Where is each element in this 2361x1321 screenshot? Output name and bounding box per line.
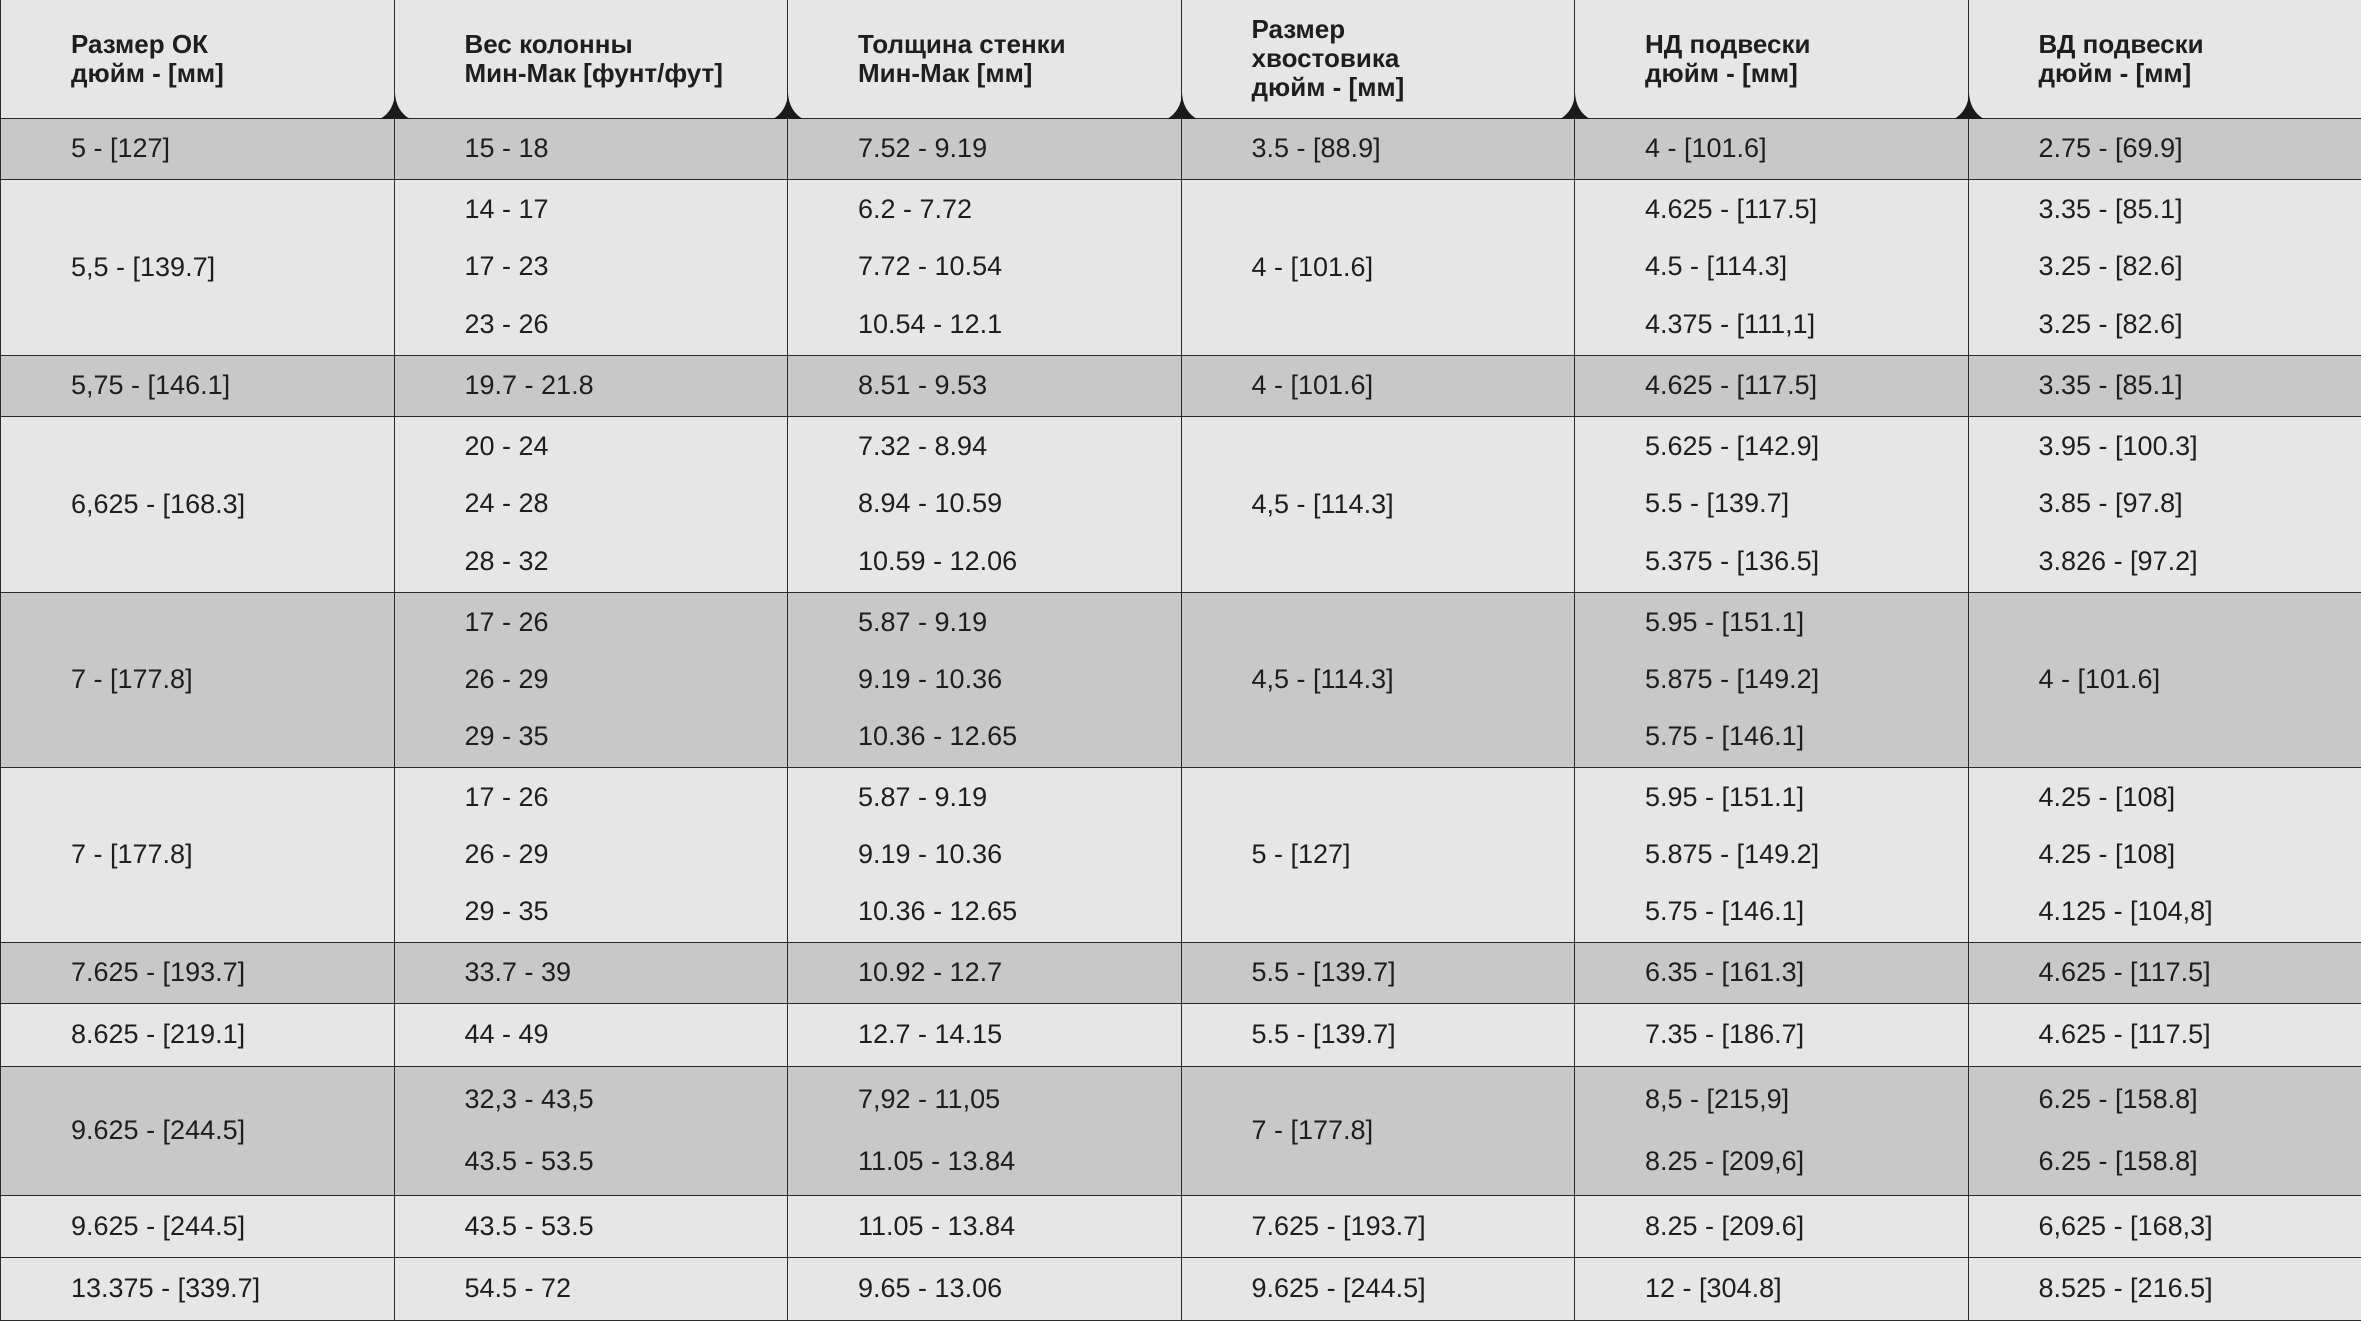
cell-column-weight (394, 416, 788, 592)
header-corner-notch-icon (773, 93, 803, 119)
cell-column-weight (394, 355, 788, 416)
table-row (1, 1257, 2361, 1320)
cell-hanger-od (1575, 1257, 1969, 1320)
table-row (1, 592, 2361, 767)
cell-value: 6,625 - [168,3] (2039, 1211, 2361, 1242)
cell-liner-size (1181, 1195, 1575, 1257)
table-row (1, 1066, 2361, 1195)
cell-column-weight (394, 767, 788, 942)
cell-value-line: 17 - 26 (465, 782, 788, 813)
cell-hanger-id (1968, 355, 2361, 416)
cell-value: 9.625 - [244.5] (71, 1115, 394, 1146)
cell-wall-thickness (788, 1066, 1182, 1195)
cell-wall-thickness (788, 767, 1182, 942)
cell-casing-size (1, 767, 395, 942)
header-corner-notch-icon (1560, 93, 1590, 119)
cell-value-line: 5.87 - 9.19 (858, 782, 1181, 813)
cell-liner-size (1181, 416, 1575, 592)
cell-wall-thickness (788, 416, 1182, 592)
table-row (1, 118, 2361, 179)
cell-value: 9.625 - [244.5] (71, 1211, 394, 1242)
table-body (1, 118, 2361, 1320)
cell-value-line: 5.87 - 9.19 (858, 607, 1181, 638)
cell-wall-thickness (788, 1195, 1182, 1257)
cell-hanger-id (1968, 179, 2361, 355)
cell-value-line: 4.25 - [108] (2039, 782, 2361, 813)
cell-wall-thickness (788, 942, 1182, 1003)
cell-value-line: 6.25 - [158.8] (2039, 1084, 2361, 1115)
header-label-line: Размер ОК (71, 30, 394, 59)
cell-value: 7 - [177.8] (71, 839, 394, 870)
cell-value: 4.625 - [117.5] (1645, 370, 1968, 401)
cell-casing-size (1, 118, 395, 179)
cell-casing-size (1, 179, 395, 355)
cell-value-line: 5.875 - [149.2] (1645, 664, 1968, 695)
cell-wall-thickness (788, 179, 1182, 355)
cell-value-line: 23 - 26 (465, 309, 788, 340)
cell-hanger-od (1575, 179, 1969, 355)
cell-value-line: 3.85 - [97.8] (2039, 488, 2361, 519)
cell-hanger-od (1575, 592, 1969, 767)
cell-value: 43.5 - 53.5 (465, 1211, 788, 1242)
cell-value: 4 - [101.6] (1645, 133, 1968, 164)
cell-value-line: 11.05 - 13.84 (858, 1146, 1181, 1177)
cell-value-line: 5.75 - [146.1] (1645, 721, 1968, 752)
header-label-line: дюйм - [мм] (1645, 59, 1968, 88)
cell-hanger-id (1968, 1195, 2361, 1257)
cell-value: 6.35 - [161.3] (1645, 957, 1968, 988)
cell-column-weight (394, 179, 788, 355)
header-casing-size (1, 0, 395, 118)
cell-value-line: 4.625 - [117.5] (1645, 194, 1968, 225)
header-label-line: дюйм - [мм] (2039, 59, 2361, 88)
cell-liner-size (1181, 118, 1575, 179)
cell-value-line: 6.25 - [158.8] (2039, 1146, 2361, 1177)
cell-value: 5,75 - [146.1] (71, 370, 394, 401)
cell-liner-size (1181, 592, 1575, 767)
cell-casing-size (1, 1257, 395, 1320)
header-label-line: дюйм - [мм] (71, 59, 394, 88)
cell-value-line: 5.95 - [151.1] (1645, 607, 1968, 638)
cell-liner-size (1181, 942, 1575, 1003)
header-wall-thickness (788, 0, 1182, 118)
cell-value: 4.625 - [117.5] (2039, 957, 2361, 988)
cell-hanger-id (1968, 767, 2361, 942)
cell-value-line: 5.5 - [139.7] (1645, 488, 1968, 519)
cell-value-line: 24 - 28 (465, 488, 788, 519)
cell-value-line: 5.95 - [151.1] (1645, 782, 1968, 813)
cell-hanger-id (1968, 1066, 2361, 1195)
cell-value-line: 26 - 29 (465, 664, 788, 695)
cell-column-weight (394, 118, 788, 179)
cell-value: 3.5 - [88.9] (1252, 133, 1575, 164)
cell-column-weight (394, 1003, 788, 1066)
cell-value: 5 - [127] (1252, 839, 1575, 870)
cell-value: 54.5 - 72 (465, 1273, 788, 1304)
cell-value-line: 14 - 17 (465, 194, 788, 225)
cell-hanger-od (1575, 355, 1969, 416)
cell-value: 7.625 - [193.7] (1252, 1211, 1575, 1242)
cell-casing-size (1, 942, 395, 1003)
cell-value-line: 43.5 - 53.5 (465, 1146, 788, 1177)
cell-value: 7.52 - 9.19 (858, 133, 1181, 164)
cell-value: 8.25 - [209.6] (1645, 1211, 1968, 1242)
cell-value: 8.51 - 9.53 (858, 370, 1181, 401)
cell-liner-size (1181, 355, 1575, 416)
cell-hanger-id (1968, 942, 2361, 1003)
cell-value: 11.05 - 13.84 (858, 1211, 1181, 1242)
header-corner-notch-icon (380, 93, 410, 119)
cell-value-line: 3.25 - [82.6] (2039, 251, 2361, 282)
header-corner-notch-icon (1167, 93, 1197, 119)
cell-value: 19.7 - 21.8 (465, 370, 788, 401)
cell-value-line: 4.5 - [114.3] (1645, 251, 1968, 282)
cell-column-weight (394, 942, 788, 1003)
cell-casing-size (1, 592, 395, 767)
cell-value: 6,625 - [168.3] (71, 489, 394, 520)
cell-value: 12 - [304.8] (1645, 1273, 1968, 1304)
cell-value-line: 5.75 - [146.1] (1645, 896, 1968, 927)
cell-value-line: 4.125 - [104,8] (2039, 896, 2361, 927)
cell-value: 7.625 - [193.7] (71, 957, 394, 988)
cell-liner-size (1181, 1003, 1575, 1066)
cell-value: 4,5 - [114.3] (1252, 664, 1575, 695)
cell-value: 5,5 - [139.7] (71, 252, 394, 283)
header-row (1, 0, 2361, 118)
cell-value: 7.35 - [186.7] (1645, 1019, 1968, 1050)
header-label-line: Размер (1252, 15, 1575, 44)
cell-casing-size (1, 416, 395, 592)
cell-value-line: 5.625 - [142.9] (1645, 431, 1968, 462)
header-label-line: Вес колонны (465, 30, 788, 59)
header-label-line: ВД подвески (2039, 30, 2361, 59)
cell-value-line: 3.826 - [97.2] (2039, 546, 2361, 577)
cell-casing-size (1, 1003, 395, 1066)
cell-wall-thickness (788, 355, 1182, 416)
cell-value: 13.375 - [339.7] (71, 1273, 394, 1304)
cell-column-weight (394, 1066, 788, 1195)
cell-value-line: 10.36 - 12.65 (858, 896, 1181, 927)
cell-casing-size (1, 1195, 395, 1257)
cell-value: 12.7 - 14.15 (858, 1019, 1181, 1050)
cell-value-line: 8.94 - 10.59 (858, 488, 1181, 519)
cell-value: 4 - [101.6] (1252, 370, 1575, 401)
cell-value-line: 10.36 - 12.65 (858, 721, 1181, 752)
cell-value-line: 10.59 - 12.06 (858, 546, 1181, 577)
header-corner-notch-icon (1954, 93, 1984, 119)
cell-value: 5.5 - [139.7] (1252, 957, 1575, 988)
cell-liner-size (1181, 1257, 1575, 1320)
cell-value-line: 29 - 35 (465, 896, 788, 927)
cell-value-line: 8.25 - [209,6] (1645, 1146, 1968, 1177)
cell-value: 4,5 - [114.3] (1252, 489, 1575, 520)
cell-value: 9.65 - 13.06 (858, 1273, 1181, 1304)
cell-value-line: 4.25 - [108] (2039, 839, 2361, 870)
cell-value-line: 9.19 - 10.36 (858, 664, 1181, 695)
cell-value-line: 28 - 32 (465, 546, 788, 577)
cell-value-line: 7.72 - 10.54 (858, 251, 1181, 282)
cell-value-line: 9.19 - 10.36 (858, 839, 1181, 870)
cell-value-line: 10.54 - 12.1 (858, 309, 1181, 340)
cell-value: 33.7 - 39 (465, 957, 788, 988)
header-label-line: Толщина стенки (858, 30, 1181, 59)
header-label-line: Мин-Мак [фунт/фут] (465, 59, 788, 88)
cell-value-line: 17 - 23 (465, 251, 788, 282)
cell-hanger-od (1575, 1003, 1969, 1066)
cell-value-line: 3.25 - [82.6] (2039, 309, 2361, 340)
cell-value: 7 - [177.8] (1252, 1115, 1575, 1146)
cell-value: 10.92 - 12.7 (858, 957, 1181, 988)
cell-value-line: 20 - 24 (465, 431, 788, 462)
cell-value: 8.525 - [216.5] (2039, 1273, 2361, 1304)
cell-hanger-od (1575, 1195, 1969, 1257)
cell-value: 4 - [101.6] (2039, 664, 2361, 695)
cell-value-line: 3.95 - [100.3] (2039, 431, 2361, 462)
cell-value-line: 7,92 - 11,05 (858, 1084, 1181, 1115)
header-label-line: Мин-Мак [мм] (858, 59, 1181, 88)
cell-value: 44 - 49 (465, 1019, 788, 1050)
header-label-line: хвостовика (1252, 44, 1575, 73)
cell-hanger-id (1968, 592, 2361, 767)
cell-value-line: 4.375 - [111,1] (1645, 309, 1968, 340)
table-row (1, 179, 2361, 355)
cell-value-line: 29 - 35 (465, 721, 788, 752)
cell-value: 5 - [127] (71, 133, 394, 164)
cell-hanger-od (1575, 767, 1969, 942)
cell-wall-thickness (788, 592, 1182, 767)
cell-value-line: 5.875 - [149.2] (1645, 839, 1968, 870)
cell-value: 3.35 - [85.1] (2039, 370, 2361, 401)
cell-liner-size (1181, 1066, 1575, 1195)
table-row (1, 355, 2361, 416)
table-row (1, 767, 2361, 942)
cell-hanger-od (1575, 416, 1969, 592)
cell-value-line: 26 - 29 (465, 839, 788, 870)
cell-value: 9.625 - [244.5] (1252, 1273, 1575, 1304)
cell-hanger-od (1575, 942, 1969, 1003)
cell-casing-size (1, 1066, 395, 1195)
cell-column-weight (394, 1257, 788, 1320)
cell-value-line: 8,5 - [215,9] (1645, 1084, 1968, 1115)
header-hanger-od (1575, 0, 1969, 118)
header-hanger-id (1968, 0, 2361, 118)
cell-liner-size (1181, 767, 1575, 942)
cell-wall-thickness (788, 118, 1182, 179)
table-row (1, 1195, 2361, 1257)
cell-hanger-id (1968, 416, 2361, 592)
table-header (1, 0, 2361, 118)
cell-value: 8.625 - [219.1] (71, 1019, 394, 1050)
cell-column-weight (394, 1195, 788, 1257)
cell-value-line: 7.32 - 8.94 (858, 431, 1181, 462)
cell-wall-thickness (788, 1257, 1182, 1320)
table-row (1, 942, 2361, 1003)
header-label-line: НД подвески (1645, 30, 1968, 59)
cell-value: 2.75 - [69.9] (2039, 133, 2361, 164)
cell-value-line: 32,3 - 43,5 (465, 1084, 788, 1115)
cell-value: 7 - [177.8] (71, 664, 394, 695)
cell-value: 5.5 - [139.7] (1252, 1019, 1575, 1050)
cell-column-weight (394, 592, 788, 767)
cell-value-line: 17 - 26 (465, 607, 788, 638)
cell-hanger-id (1968, 1257, 2361, 1320)
cell-wall-thickness (788, 1003, 1182, 1066)
header-liner-size (1181, 0, 1575, 118)
cell-value-line: 6.2 - 7.72 (858, 194, 1181, 225)
cell-liner-size (1181, 179, 1575, 355)
cell-casing-size (1, 355, 395, 416)
cell-hanger-od (1575, 1066, 1969, 1195)
cell-value: 15 - 18 (465, 133, 788, 164)
cell-value: 4 - [101.6] (1252, 252, 1575, 283)
cell-hanger-id (1968, 118, 2361, 179)
cell-hanger-id (1968, 1003, 2361, 1066)
cell-hanger-od (1575, 118, 1969, 179)
header-column-weight (394, 0, 788, 118)
cell-value-line: 3.35 - [85.1] (2039, 194, 2361, 225)
cell-value: 4.625 - [117.5] (2039, 1019, 2361, 1050)
cell-value-line: 5.375 - [136.5] (1645, 546, 1968, 577)
table-row (1, 1003, 2361, 1066)
header-label-line: дюйм - [мм] (1252, 73, 1575, 102)
table-row (1, 416, 2361, 592)
